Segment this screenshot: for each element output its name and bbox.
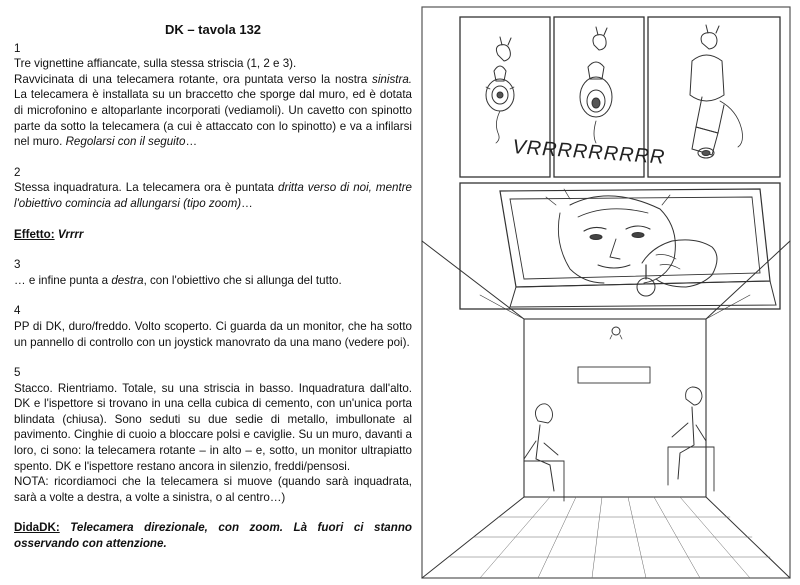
vignette-5-number: 5 [14,366,21,380]
panel-4 [460,183,780,309]
comic-page-sketch [420,5,792,580]
caption-line [14,520,412,551]
vignette-2-number: 2 [14,165,21,179]
effect-label: Effetto: [14,227,55,241]
vignette-1-line1: Tre vignettine affiancate, sulla stessa striscia (1, 2 e 3). [14,57,297,71]
vignette-1-description: Ravvicinata di una telecamera rotante, ora puntata verso la nostra sinistra. La telecamera è installata su un braccetto che sporge dal muro, ed è dotata di microfonino e altoparlante incorporati (vediamoli). Un cavetto con spinotto parte da sotto la telecamera (a cui è attaccato con lo spinotto) e va a infilarsi nel muro. Regolarsi con il seguito… [14,72,412,149]
panel-3 [648,17,780,177]
effect-value: Vrrrr [57,227,84,241]
page-title: DK – tavola 132 [164,22,262,37]
vignette-1-number: 1 [14,41,21,55]
vignette-5-description: Stacco. Rientriamo. Totale, su una striscia in basso. Inquadratura dall'alto. DK e l'ispettore si trovano in una cella cubica di cemento, con un'unica porta blindata (chiusa). Sono seduti su due sedie di metallo, imbullonate al pavimento. Cinghie di cuoio a bloccare polsi e caviglie. Su un muro, davanti a loro, ci sono: la telecamera rotante – in alto – e, sotto, un monitor ultrapiatto spento. DK e l'ispettore restano ancora in silenzio, freddi/pensosi. [14,381,412,473]
caption-label: DidaDK: [14,521,60,535]
caption-value: Telecamera direzionale, con zoom. Là fuori ci stanno osservando con attenzione. [14,521,412,551]
vignette-2-description: Stessa inquadratura. La telecamera ora è puntata dritta verso di noi, mentre l'obiettivo comincia ad allungarsi (tipo zoom)… [14,181,413,210]
script-column [14,22,412,552]
panel-5 [422,241,790,578]
vignette-3-number: 3 [14,258,21,272]
vignette-4-number: 4 [14,304,21,318]
effect-line [14,227,412,243]
vignette-4-description: PP di DK, duro/freddo. Volto scoperto. Ci guarda da un monitor, che ha sotto un pannello di controllo con un joystick manovrato da una mano (vedere poi). [14,319,412,349]
vignette-5-note: NOTA: ricordiamoci che la telecamera si muove (quando sarà inquadrata, sarà a volte a destra, a volte a sinistra, o al centro…) [14,475,412,504]
sound-effect-text: VRRRRRRRRR [511,136,667,169]
vignette-3-description: … e infine punta a destra, con l'obiettivo che si allunga del tutto. [14,273,342,287]
